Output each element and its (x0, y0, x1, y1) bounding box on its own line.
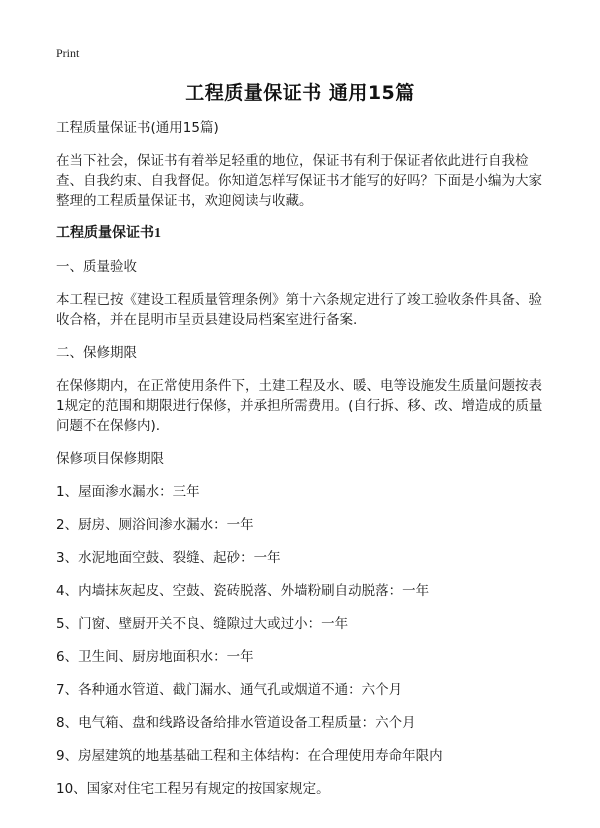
part1-heading: 一、质量验收 (56, 259, 137, 275)
list-item: 4、内墙抹灰起皮、空鼓、瓷砖脱落、外墙粉刷自动脱落：一年 (56, 583, 430, 599)
list-item: 6、卫生间、厨房地面积水：一年 (56, 649, 254, 665)
list-item: 10、国家对住宅工程另有规定的按国家规定。 (56, 781, 330, 797)
part2-paragraph: 在保修期内，在正常使用条件下，土建工程及水、暖、电等设施发生质量问题按表1规定的范围和期限进行保修，并承担所需费用。(自行拆、移、改、增造成的质量问题不在保修内). (56, 378, 543, 434)
page-title: 工程质量保证书 通用15篇 (185, 82, 415, 104)
section-title: 工程质量保证书1 (56, 226, 161, 241)
list-item: 9、房屋建筑的地基基础工程和主体结构：在合理使用寿命年限内 (56, 748, 443, 764)
print-label: Print (56, 46, 80, 60)
part2-heading: 二、保修期限 (56, 345, 137, 361)
document-subtitle: 工程质量保证书(通用15篇) (56, 120, 219, 136)
list-item: 1、屋面渗水漏水：三年 (56, 484, 200, 500)
list-item: 5、门窗、壁厨开关不良、缝隙过大或过小：一年 (56, 616, 349, 632)
list-item: 8、电气箱、盘和线路设备给排水管道设备工程质量：六个月 (56, 715, 416, 731)
intro-paragraph: 在当下社会，保证书有着举足轻重的地位，保证书有利于保证者依此进行自我检查、自我约束、自我督促。你知道怎样写保证书才能写的好吗？下面是小编为大家整理的工程质量保证书，欢迎阅读与收藏。 (56, 153, 542, 209)
list-item: 3、水泥地面空鼓、裂缝、起砂：一年 (56, 550, 281, 566)
document-body (56, 118, 550, 812)
warranty-list-heading: 保修项目保修期限 (56, 451, 164, 467)
list-item: 7、各种通水管道、截门漏水、通气孔或烟道不通：六个月 (56, 682, 403, 698)
part1-paragraph: 本工程已按《建设工程质量管理条例》第十六条规定进行了竣工验收条件具备、验收合格，并在昆明市呈贡县建设局档案室进行备案. (56, 292, 542, 328)
list-item: 2、厨房、厕浴间渗水漏水：一年 (56, 517, 254, 533)
